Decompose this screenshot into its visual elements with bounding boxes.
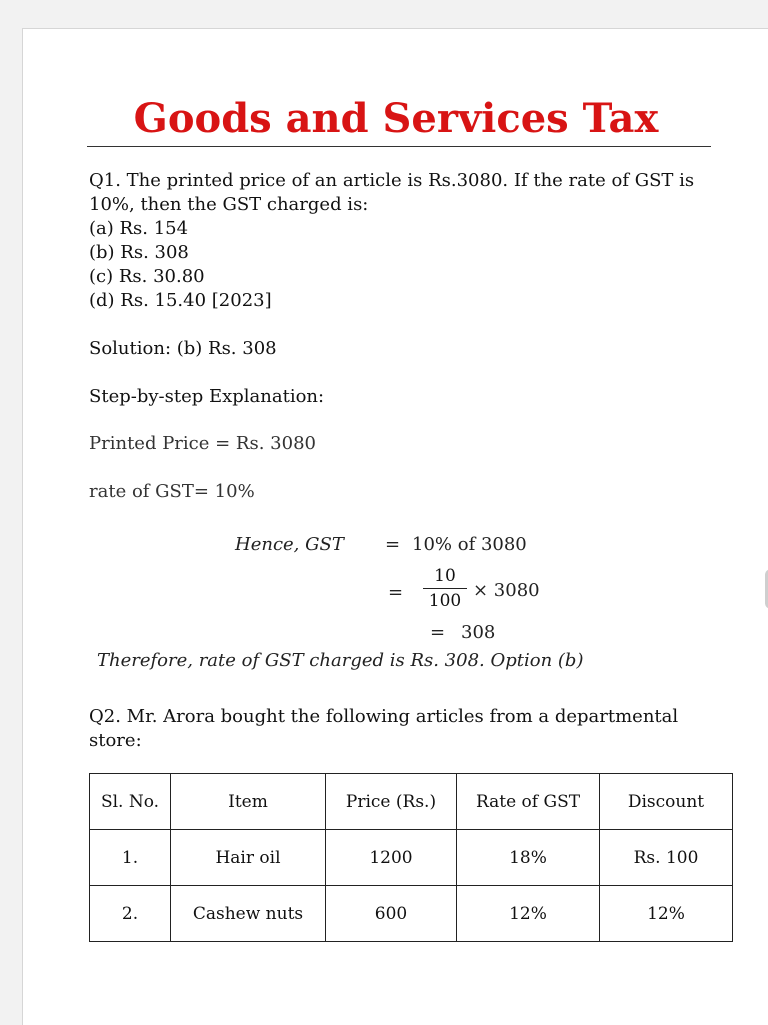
- math-equals-3: =: [430, 622, 446, 643]
- fraction-bar: [423, 588, 467, 589]
- header-price: Price (Rs.): [326, 774, 457, 830]
- math-times-3080: × 3080: [473, 580, 540, 601]
- question-2: [89, 705, 678, 753]
- articles-table: [89, 773, 733, 942]
- header-discount: Discount: [600, 774, 733, 830]
- table-header-row: [90, 774, 733, 830]
- cell-price: 600: [326, 886, 457, 942]
- question-1-line-1: Q1. The printed price of an article is Rs.3080. If the rate of GST is: [89, 170, 695, 191]
- question-2-line-2: store:: [89, 730, 142, 751]
- cell-discount: 12%: [600, 886, 733, 942]
- table-row: [90, 830, 733, 886]
- explanation-heading: Step-by-step Explanation:: [89, 386, 325, 407]
- solution-text: Solution: (b) Rs. 308: [89, 338, 277, 359]
- option-c: (c) Rs. 30.80: [89, 266, 205, 287]
- header-sl-no: Sl. No.: [90, 774, 171, 830]
- cell-sl-no: 2.: [90, 886, 171, 942]
- table-row: [90, 886, 733, 942]
- math-equals-2: =: [388, 582, 404, 603]
- math-therefore-line: Therefore, rate of GST charged is Rs. 308. Option (b): [97, 650, 584, 671]
- cell-price: 1200: [326, 830, 457, 886]
- cell-item: Hair oil: [171, 830, 326, 886]
- cell-sl-no: 1.: [90, 830, 171, 886]
- fraction-numerator: 10: [434, 566, 456, 586]
- cell-discount: Rs. 100: [600, 830, 733, 886]
- question-1-line-2: 10%, then the GST charged is:: [89, 194, 369, 215]
- question-1: [89, 169, 694, 313]
- header-rate-of-gst: Rate of GST: [457, 774, 600, 830]
- cell-item: Cashew nuts: [171, 886, 326, 942]
- title-underline: [87, 146, 711, 147]
- option-a: (a) Rs. 154: [89, 218, 189, 239]
- cell-rate: 12%: [457, 886, 600, 942]
- gst-rate-line: rate of GST= 10%: [89, 481, 255, 502]
- header-item: Item: [171, 774, 326, 830]
- option-b: (b) Rs. 308: [89, 242, 189, 263]
- option-d: (d) Rs. 15.40 [2023]: [89, 290, 272, 311]
- page-title: Goods and Services Tax: [133, 95, 659, 142]
- document-page: [22, 28, 768, 1025]
- math-hence-gst: Hence, GST: [235, 534, 344, 555]
- cell-rate: 18%: [457, 830, 600, 886]
- math-rhs-3: 308: [461, 622, 496, 643]
- math-fraction: [423, 566, 467, 611]
- math-equals-1: =: [385, 534, 401, 555]
- math-rhs-1: 10% of 3080: [412, 534, 527, 555]
- question-2-line-1: Q2. Mr. Arora bought the following articles from a departmental: [89, 706, 679, 727]
- printed-price-line: Printed Price = Rs. 3080: [89, 433, 316, 454]
- fraction-denominator: 100: [428, 591, 462, 611]
